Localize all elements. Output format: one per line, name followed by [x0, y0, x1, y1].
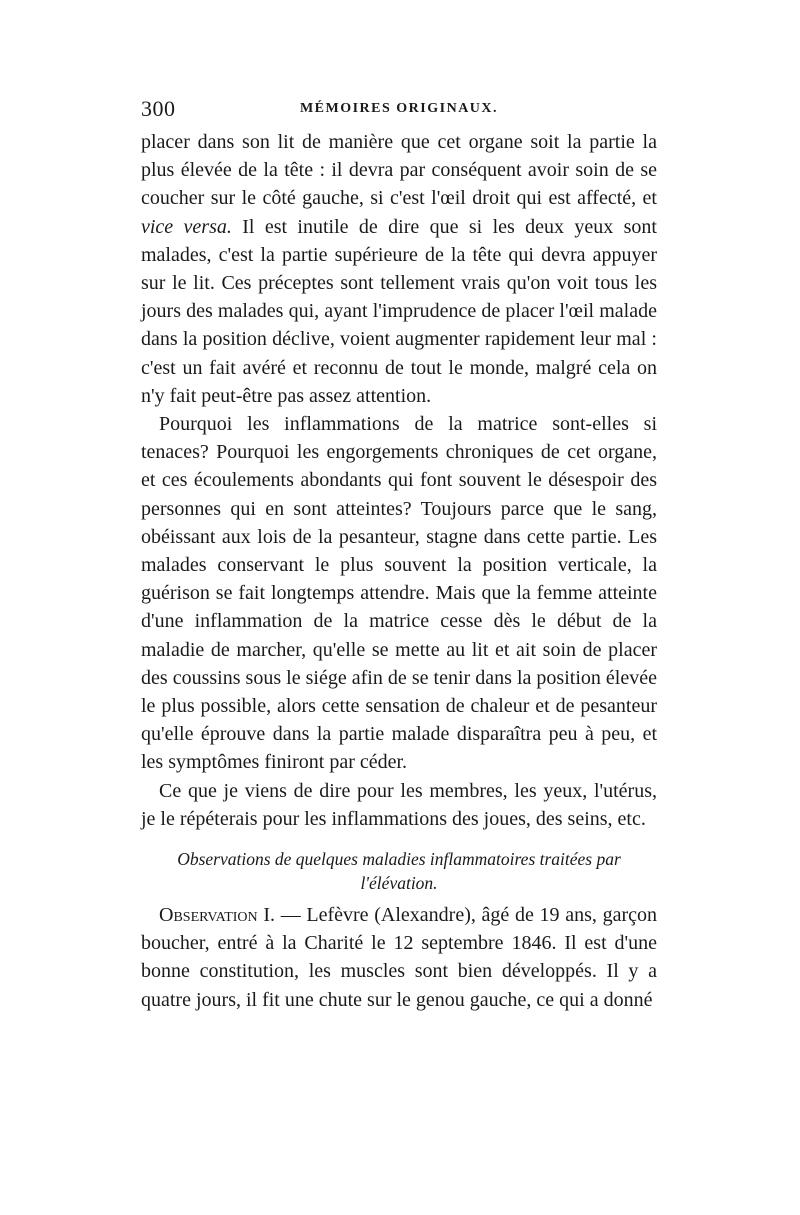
page-number: 300 [141, 96, 176, 121]
running-title: MÉMOIRES ORIGINAUX. [299, 101, 499, 116]
paragraph-1-end: Il est inutile de dire que si les deux yeux sont malades, c'est la partie supérieure de la tête qui devra appuyer sur le lit. Ces préceptes sont tellement vrais qu'on voit tous les jours des malades qui, ayant l'imprudence de placer l'œil malade dans la position déclive, voient augmenter rapidement leur mal : c'est un fait avéré et reconnu de tout le monde, malgré cela on n'y fait peut-être pas assez attention. [141, 215, 657, 407]
section-heading: Observations de quelques maladies inflammatoires traitées par l'élévation. [177, 849, 621, 894]
observation-label: Observation I. [159, 904, 275, 927]
paragraph-2: Pourquoi les inflammations de la matrice sont-elles si tenaces? Pourquoi les engorgements chroniques de cet organe, et ces écoulements abondants qui font souvent le désespoir des personnes qui en sont atteintes? Toujours parce que le sang, obéissant aux lois de la pesanteur, stagne dans cette partie. Les malades conservant le plus souvent la position verticale, la guérison se fait longtemps attendre. Mais que la femme atteinte d'une inflammation de la matrice cesse dès le début de la maladie de marcher, qu'elle se mette au lit et ait soin de placer des coussins sous le siége afin de se tenir dans la position élevée le plus possible, alors cette sensation de chaleur et de pesanteur qu'elle éprouve dans la partie malade disparaîtra peu à peu, et les symptômes finiront par céder. [141, 413, 657, 774]
observation-paragraph [141, 901, 657, 1014]
paragraph-3: Ce que je viens de dire pour les membres, les yeux, l'utérus, je le répéterais pour les inflammations des joues, des seins, etc. [141, 779, 657, 830]
paragraph-1 [141, 128, 657, 410]
running-head [141, 96, 657, 126]
page [141, 96, 657, 1014]
body-text [141, 128, 657, 1014]
italic-phrase: vice versa. [141, 215, 232, 238]
observation-text: — Lefèvre (Alexandre), âgé de 19 ans, garçon boucher, entré à la Charité le 12 septembre 1846. Il est d'une bonne constitution, les muscles sont bien développés. Il y a quatre jours, il fit une chute sur le genou gauche, ce qui a donné [141, 904, 658, 1011]
paragraph-1-start: placer dans son lit de manière que cet organe soit la partie la plus élevée de la tête : il devra par conséquent avoir soin de se coucher sur le côté gauche, si c'est l'œil droit qui est affecté, et [141, 131, 657, 210]
